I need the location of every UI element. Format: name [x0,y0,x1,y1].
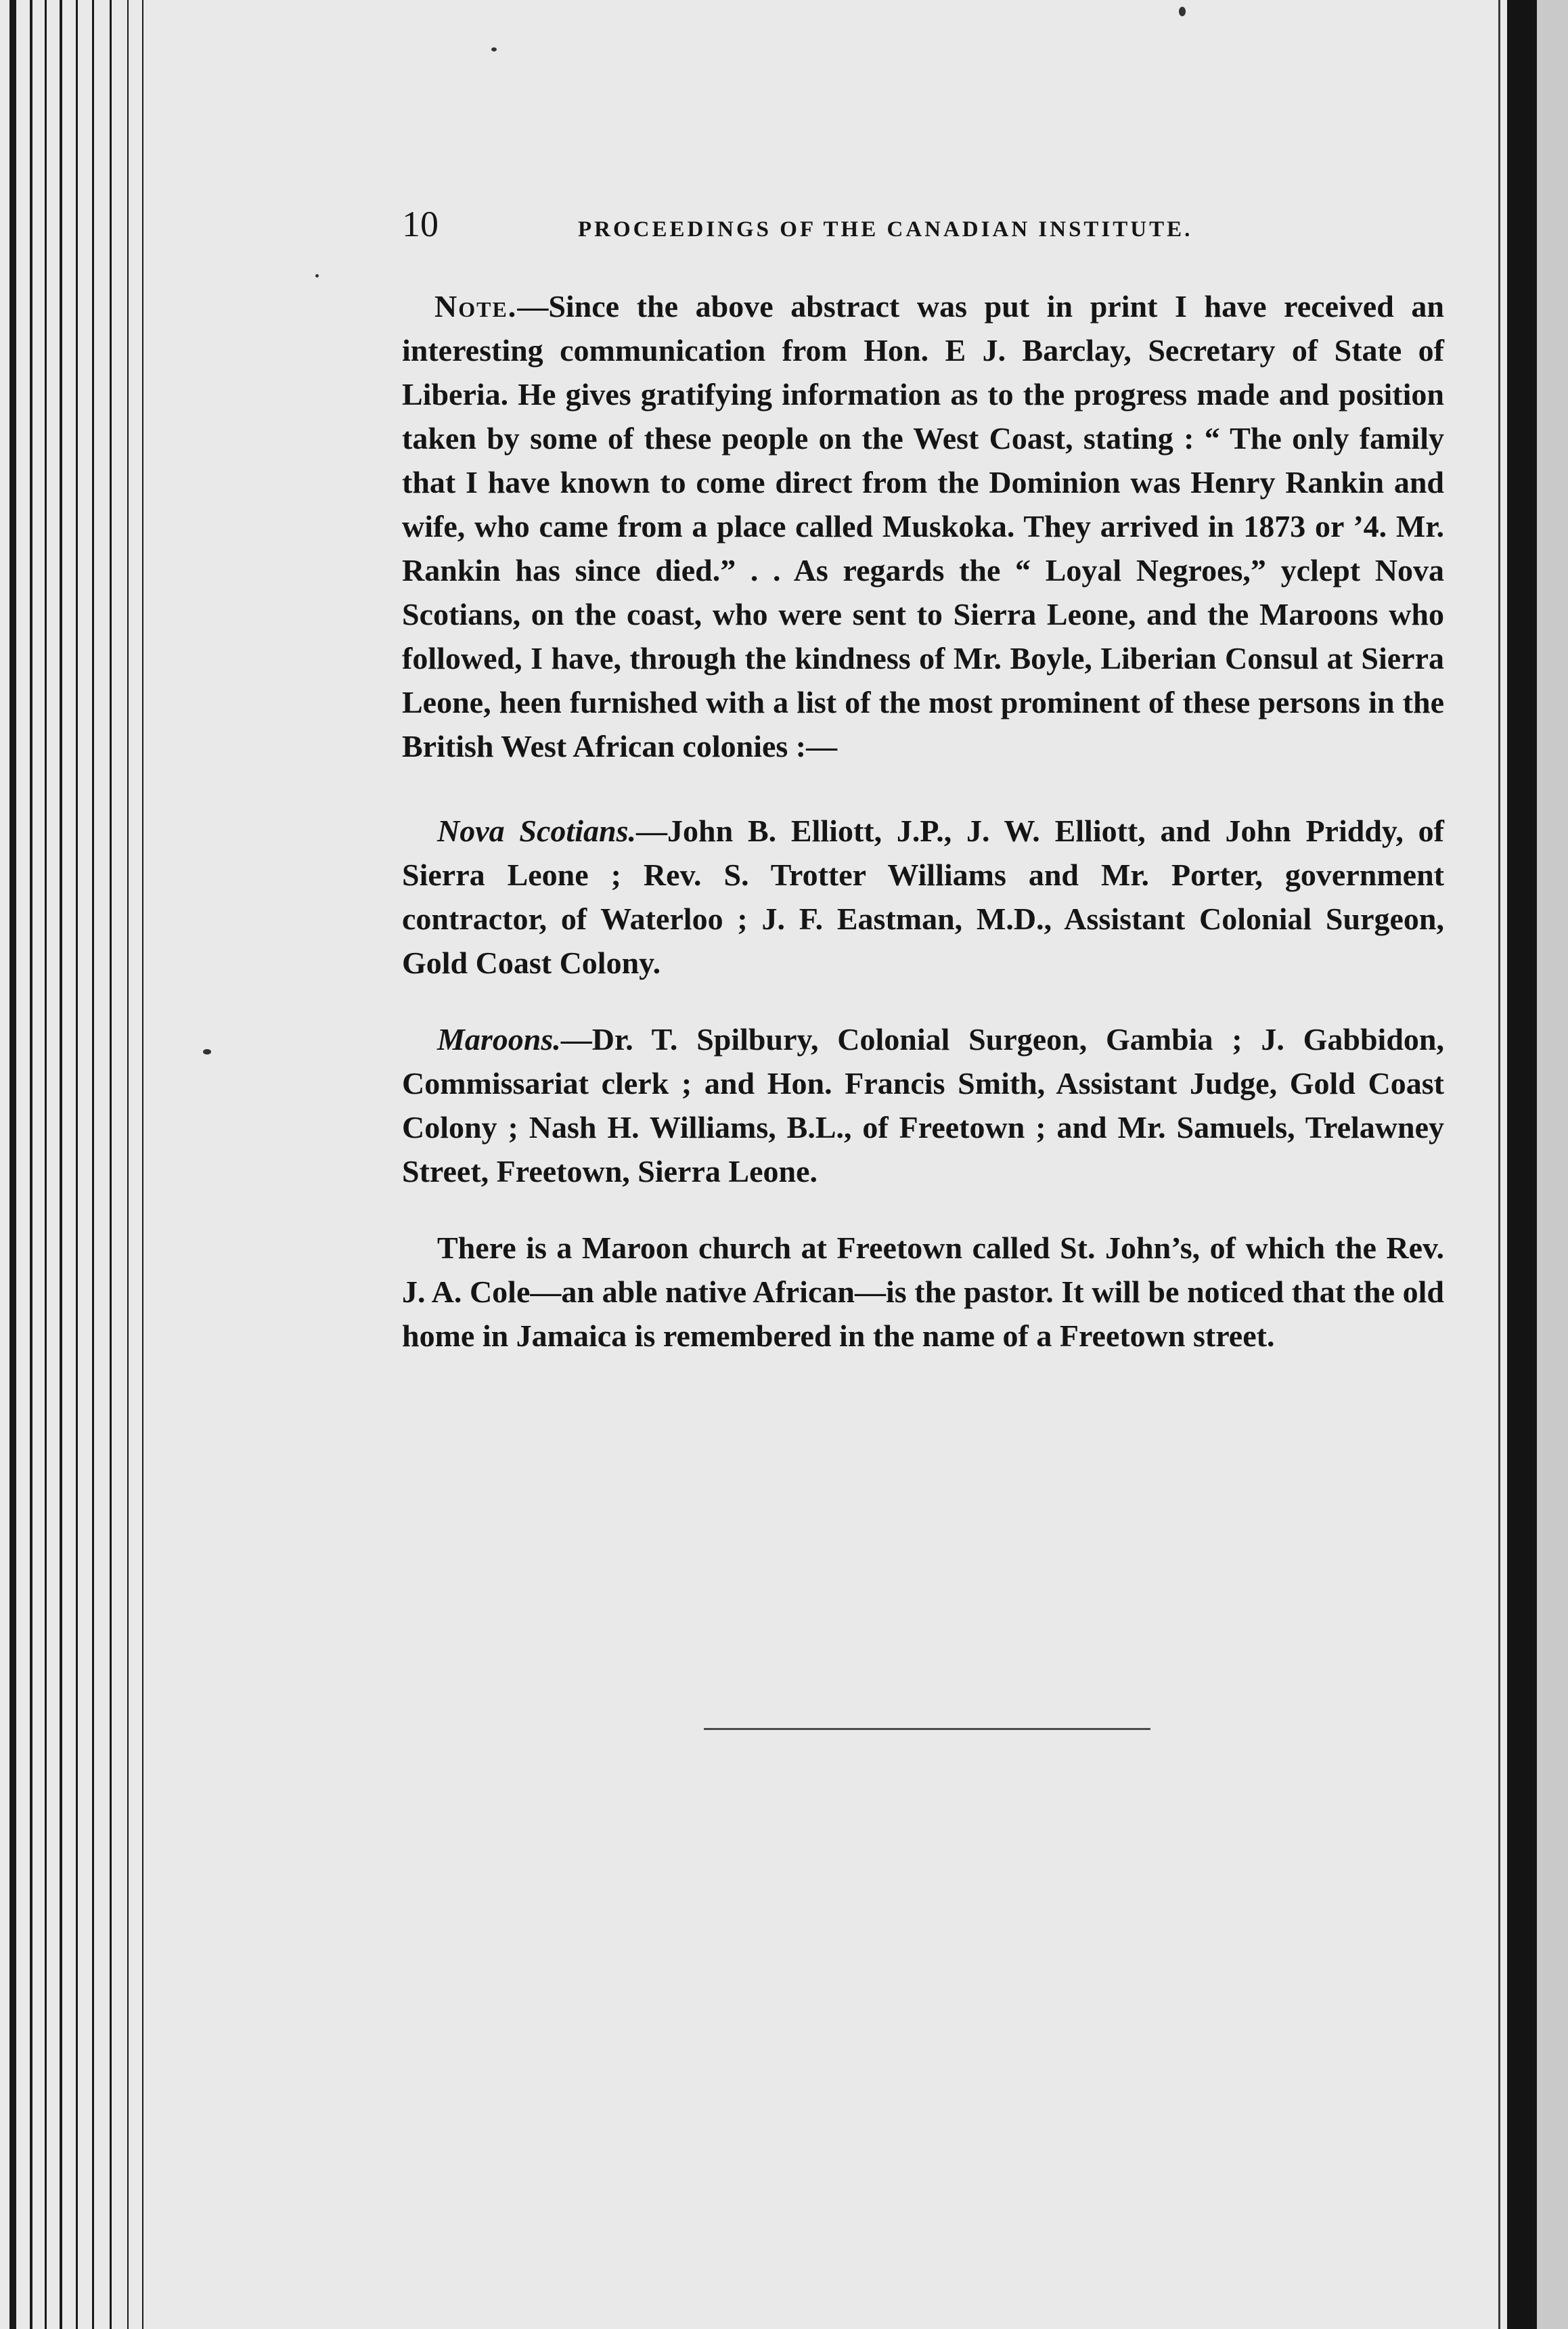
nova-scotians-label: Nova Scotians. [437,814,636,848]
page-edge [142,0,143,2329]
page-edge [45,0,47,2329]
document-page [402,203,1444,1358]
maroons-label: Maroons. [437,1022,561,1057]
ink-speck [315,274,319,278]
nova-scotians-text: —John B. Elliott, J.P., J. W. Elliott, and John Priddy, of Sierra Leone ; Rev. S. Trotter Williams and Mr. Porter, government contractor, of Waterloo ; J. F. Eastman, M.D., Assistant Colonial Surgeon, Gold Coast Colony. [402,814,1445,980]
ink-speck [1179,7,1186,16]
ink-speck [491,47,497,51]
note-lead: Note. [434,289,518,324]
page-header [402,203,1444,264]
page-number: 10 [402,204,439,244]
page-edge [9,0,16,2329]
page-edge [127,0,129,2329]
maroons-text: —Dr. T. Spilbury, Colonial Surgeon, Gambia ; J. Gabbidon, Commissariat clerk ; and Hon. Francis Smith, Assistant Judge, Gold Coast Colony ; Nash H. Williams, B.L., of Freetown ; and Mr. Samuels, Trelawney Street, Freetown, Sierra Leone. [402,1022,1444,1189]
maroons-paragraph [402,1017,1444,1193]
note-paragraph [402,284,1444,768]
closing-paragraph: There is a Maroon church at Freetown called St. John’s, of which the Rev. J. A. Cole—an able native African—is the pastor. It will be noticed that the old home in Jamaica is remembered in the name of a Freetown street. [402,1230,1444,1353]
running-head: PROCEEDINGS OF THE CANADIAN INSTITUTE. [578,217,1193,242]
ink-speck [203,1049,211,1055]
page-stack-edges [0,0,156,2329]
page-edge [76,0,78,2329]
page-edge [92,0,94,2329]
note-text: —Since the above abstract was put in print I have received an interesting communication from Hon. E J. Barclay, Secretary of State of Liberia. He gives gratifying information as to the progress made and position taken by some of these people on the West Coast, stating : “ The only family that I have known to come direct from the Dominion was Henry Rankin and wife, who came from a place called Muskoka. They arrived in 1873 or ’4. Mr. Rankin has since died.” . . As regards the “ Loyal Negroes,” yclept Nova Scotians, on the coast, who were sent to Sierra Leone, and the Maroons who followed, I have, through the kindness of Mr. Boyle, Liberian Consul at Sierra Leone, heen furnished with a list of the most prominent of these persons in the British West African colonies :— [402,289,1444,763]
page-edge [110,0,112,2329]
binding-line [1498,0,1500,2329]
nova-scotians-paragraph [402,809,1444,985]
binding-edge [1507,0,1537,2329]
page-edge [60,0,62,2329]
page-edge [30,0,32,2329]
section-end-rule [704,1728,1150,1730]
